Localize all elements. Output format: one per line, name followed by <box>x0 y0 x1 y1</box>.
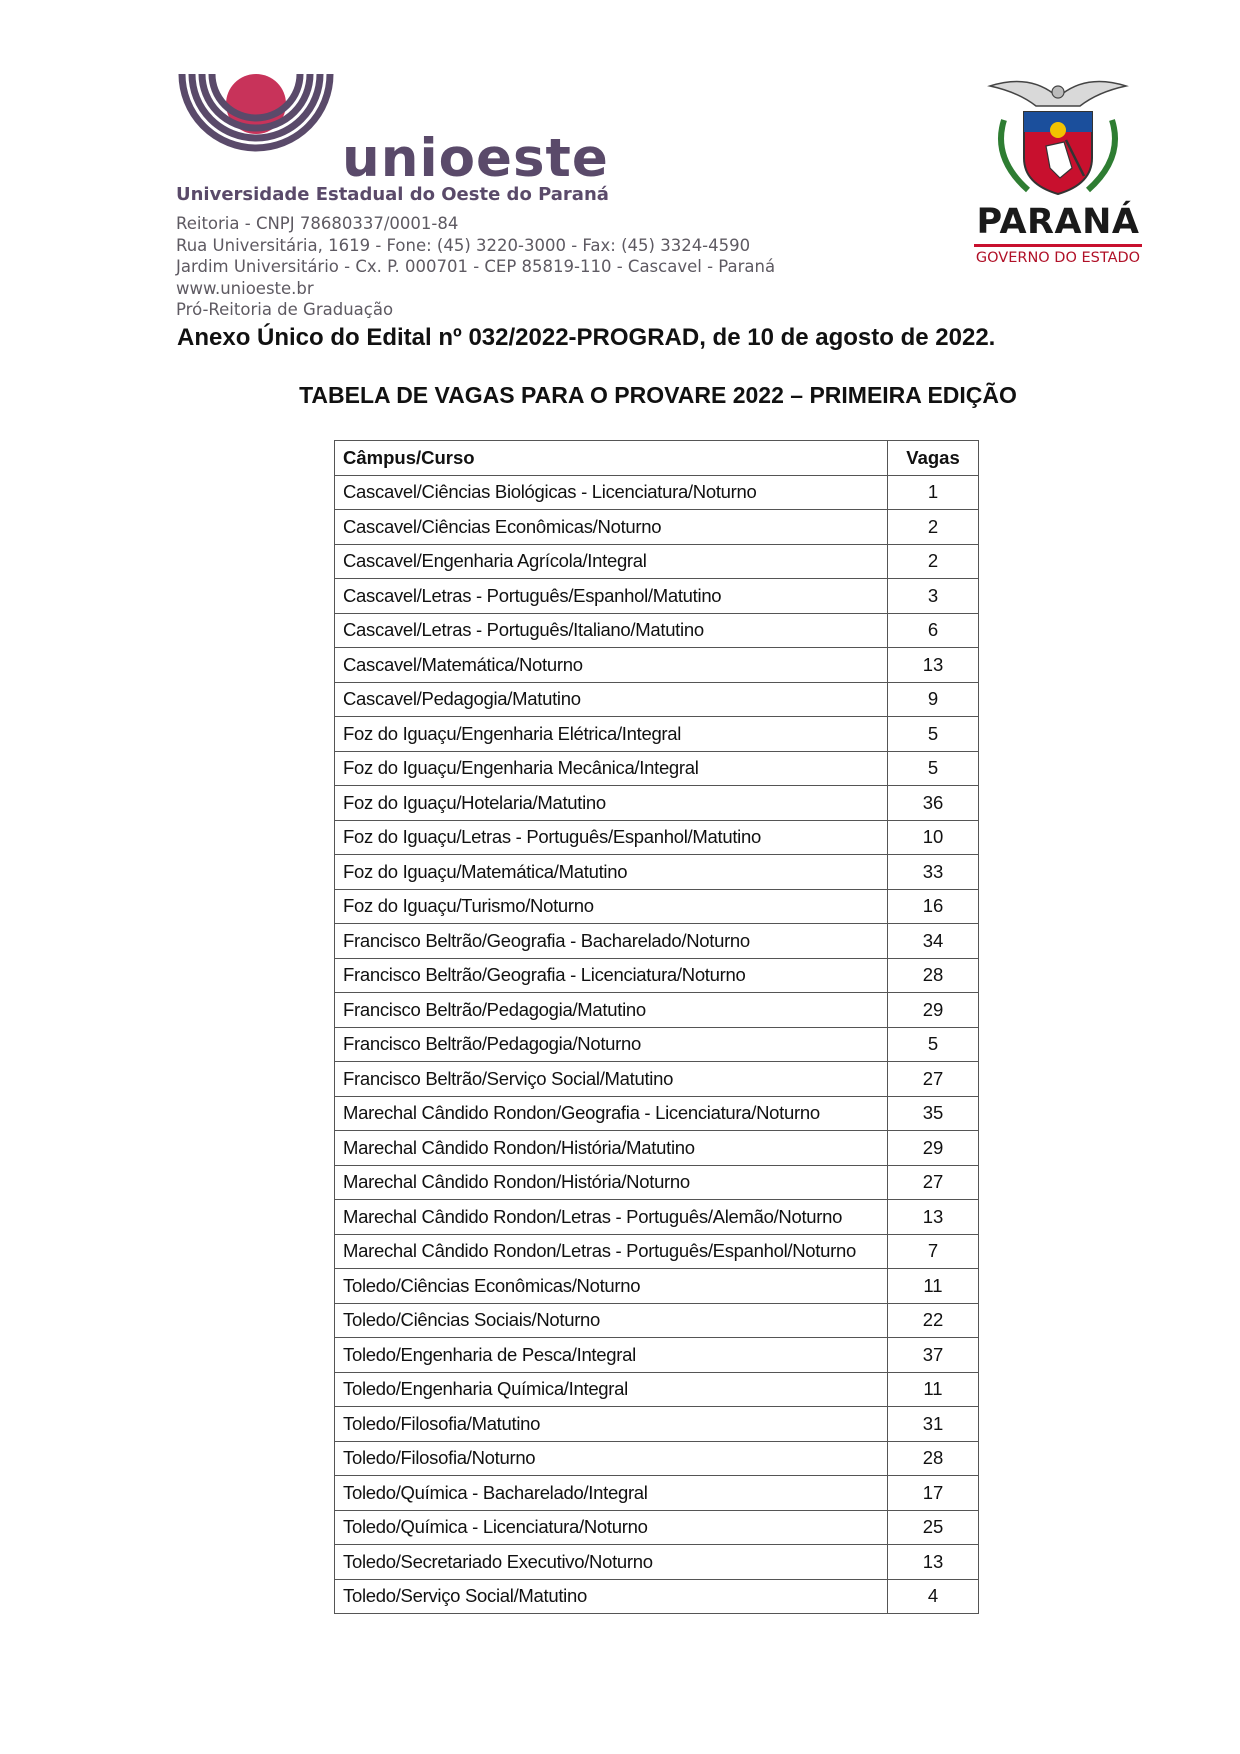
vacancies-cell: 2 <box>888 510 979 545</box>
table-row <box>335 1579 979 1614</box>
table-row <box>335 1062 979 1097</box>
vacancies-cell: 35 <box>888 1096 979 1131</box>
course-cell: Francisco Beltrão/Geografia - Bacharelado/Noturno <box>335 924 888 959</box>
course-cell: Cascavel/Ciências Biológicas - Licenciatura/Noturno <box>335 475 888 510</box>
institution-name: Universidade Estadual do Oeste do Paraná <box>176 184 609 205</box>
course-cell: Cascavel/Ciências Econômicas/Noturno <box>335 510 888 545</box>
table-row <box>335 682 979 717</box>
course-cell: Toledo/Secretariado Executivo/Noturno <box>335 1545 888 1580</box>
vacancies-cell: 5 <box>888 751 979 786</box>
vacancies-cell: 9 <box>888 682 979 717</box>
vacancies-cell: 22 <box>888 1303 979 1338</box>
course-cell: Francisco Beltrão/Pedagogia/Matutino <box>335 993 888 1028</box>
course-cell: Foz do Iguaçu/Matemática/Matutino <box>335 855 888 890</box>
course-cell: Cascavel/Matemática/Noturno <box>335 648 888 683</box>
course-cell: Foz do Iguaçu/Hotelaria/Matutino <box>335 786 888 821</box>
vacancies-cell: 2 <box>888 544 979 579</box>
unioeste-logo-icon <box>176 74 336 184</box>
course-cell: Marechal Cândido Rondon/Letras - Português/Espanhol/Noturno <box>335 1234 888 1269</box>
table-row <box>335 1200 979 1235</box>
table-row <box>335 958 979 993</box>
vacancies-cell: 6 <box>888 613 979 648</box>
course-cell: Toledo/Ciências Sociais/Noturno <box>335 1303 888 1338</box>
table-row <box>335 786 979 821</box>
course-cell: Cascavel/Pedagogia/Matutino <box>335 682 888 717</box>
website-link: www.unioeste.br <box>176 278 314 298</box>
course-cell: Francisco Beltrão/Serviço Social/Matutino <box>335 1062 888 1097</box>
course-cell: Cascavel/Letras - Português/Italiano/Matutino <box>335 613 888 648</box>
table-row <box>335 1131 979 1166</box>
vacancies-cell: 37 <box>888 1338 979 1373</box>
vacancies-cell: 11 <box>888 1372 979 1407</box>
table-row <box>335 924 979 959</box>
course-cell: Foz do Iguaçu/Letras - Português/Espanhol/Matutino <box>335 820 888 855</box>
vacancies-cell: 4 <box>888 1579 979 1614</box>
table-row <box>335 751 979 786</box>
course-cell: Toledo/Filosofia/Matutino <box>335 1407 888 1442</box>
vacancies-cell: 10 <box>888 820 979 855</box>
vacancies-cell: 27 <box>888 1165 979 1200</box>
table-row <box>335 1476 979 1511</box>
table-row <box>335 820 979 855</box>
state-divider <box>974 244 1142 247</box>
table-header-row <box>335 441 979 476</box>
table-row <box>335 1303 979 1338</box>
course-cell: Foz do Iguaçu/Turismo/Noturno <box>335 889 888 924</box>
table-row <box>335 475 979 510</box>
table-row <box>335 717 979 752</box>
table-row <box>335 1545 979 1580</box>
vacancies-cell: 17 <box>888 1476 979 1511</box>
vacancies-cell: 5 <box>888 717 979 752</box>
parana-coat-of-arms-icon <box>968 72 1148 200</box>
course-cell: Marechal Cândido Rondon/História/Matutino <box>335 1131 888 1166</box>
course-cell: Cascavel/Engenharia Agrícola/Integral <box>335 544 888 579</box>
table-row <box>335 1096 979 1131</box>
table-row <box>335 1027 979 1062</box>
brand-wordmark: unioeste <box>342 128 609 189</box>
course-cell: Francisco Beltrão/Geografia - Licenciatura/Noturno <box>335 958 888 993</box>
parana-logo <box>968 72 1148 272</box>
address-line: Jardim Universitário - Cx. P. 000701 - CEP 85819-110 - Cascavel - Paraná <box>176 257 776 276</box>
course-cell: Toledo/Filosofia/Noturno <box>335 1441 888 1476</box>
table-row <box>335 1441 979 1476</box>
course-cell: Toledo/Química - Licenciatura/Noturno <box>335 1510 888 1545</box>
vacancies-cell: 13 <box>888 1545 979 1580</box>
table-row <box>335 579 979 614</box>
vacancies-cell: 13 <box>888 648 979 683</box>
table-row <box>335 1407 979 1442</box>
state-government-label: GOVERNO DO ESTADO <box>975 250 1141 266</box>
course-cell: Marechal Cândido Rondon/História/Noturno <box>335 1165 888 1200</box>
course-cell: Marechal Cândido Rondon/Geografia - Licenciatura/Noturno <box>335 1096 888 1131</box>
course-cell: Toledo/Serviço Social/Matutino <box>335 1579 888 1614</box>
vacancies-cell: 3 <box>888 579 979 614</box>
course-cell: Marechal Cândido Rondon/Letras - Português/Alemão/Noturno <box>335 1200 888 1235</box>
vacancies-cell: 25 <box>888 1510 979 1545</box>
table-row <box>335 613 979 648</box>
table-row <box>335 1269 979 1304</box>
address-block <box>176 213 775 321</box>
table-row <box>335 889 979 924</box>
vacancies-cell: 28 <box>888 1441 979 1476</box>
table-row <box>335 1372 979 1407</box>
vacancies-cell: 33 <box>888 855 979 890</box>
table-row <box>335 1510 979 1545</box>
department-name: Pró-Reitoria de Graduação <box>176 300 394 319</box>
vacancies-cell: 5 <box>888 1027 979 1062</box>
course-cell: Toledo/Química - Bacharelado/Integral <box>335 1476 888 1511</box>
annex-title: Anexo Único do Edital nº 032/2022-PROGRAD, de 10 de agosto de 2022. <box>177 324 996 351</box>
vacancies-cell: 29 <box>888 1131 979 1166</box>
vacancies-cell: 34 <box>888 924 979 959</box>
column-header-vacancies: Vagas <box>888 441 979 476</box>
vacancies-cell: 36 <box>888 786 979 821</box>
address-line: Reitoria - CNPJ 78680337/0001-84 <box>176 214 459 233</box>
table-row <box>335 544 979 579</box>
vacancies-cell: 29 <box>888 993 979 1028</box>
table-body <box>335 475 979 1614</box>
vacancies-table <box>334 440 979 1614</box>
vacancies-cell: 16 <box>888 889 979 924</box>
state-name: PARANÁ <box>976 202 1140 242</box>
course-cell: Francisco Beltrão/Pedagogia/Noturno <box>335 1027 888 1062</box>
vacancies-cell: 11 <box>888 1269 979 1304</box>
vacancies-cell: 31 <box>888 1407 979 1442</box>
course-cell: Toledo/Engenharia de Pesca/Integral <box>335 1338 888 1373</box>
course-cell: Foz do Iguaçu/Engenharia Elétrica/Integral <box>335 717 888 752</box>
table-row <box>335 855 979 890</box>
vacancies-cell: 28 <box>888 958 979 993</box>
table-row <box>335 510 979 545</box>
vacancies-cell: 27 <box>888 1062 979 1097</box>
table-row <box>335 993 979 1028</box>
course-cell: Toledo/Ciências Econômicas/Noturno <box>335 1269 888 1304</box>
course-cell: Foz do Iguaçu/Engenharia Mecânica/Integral <box>335 751 888 786</box>
vacancies-cell: 13 <box>888 1200 979 1235</box>
table-row <box>335 1165 979 1200</box>
column-header-course: Câmpus/Curso <box>335 441 888 476</box>
table-row <box>335 1234 979 1269</box>
table-row <box>335 648 979 683</box>
course-cell: Toledo/Engenharia Química/Integral <box>335 1372 888 1407</box>
vacancies-cell: 1 <box>888 475 979 510</box>
address-line: Rua Universitária, 1619 - Fone: (45) 3220-3000 - Fax: (45) 3324-4590 <box>176 235 751 255</box>
course-cell: Cascavel/Letras - Português/Espanhol/Matutino <box>335 579 888 614</box>
table-title: TABELA DE VAGAS PARA O PROVARE 2022 – PRIMEIRA EDIÇÃO <box>299 382 1017 408</box>
table-row <box>335 1338 979 1373</box>
vacancies-cell: 7 <box>888 1234 979 1269</box>
